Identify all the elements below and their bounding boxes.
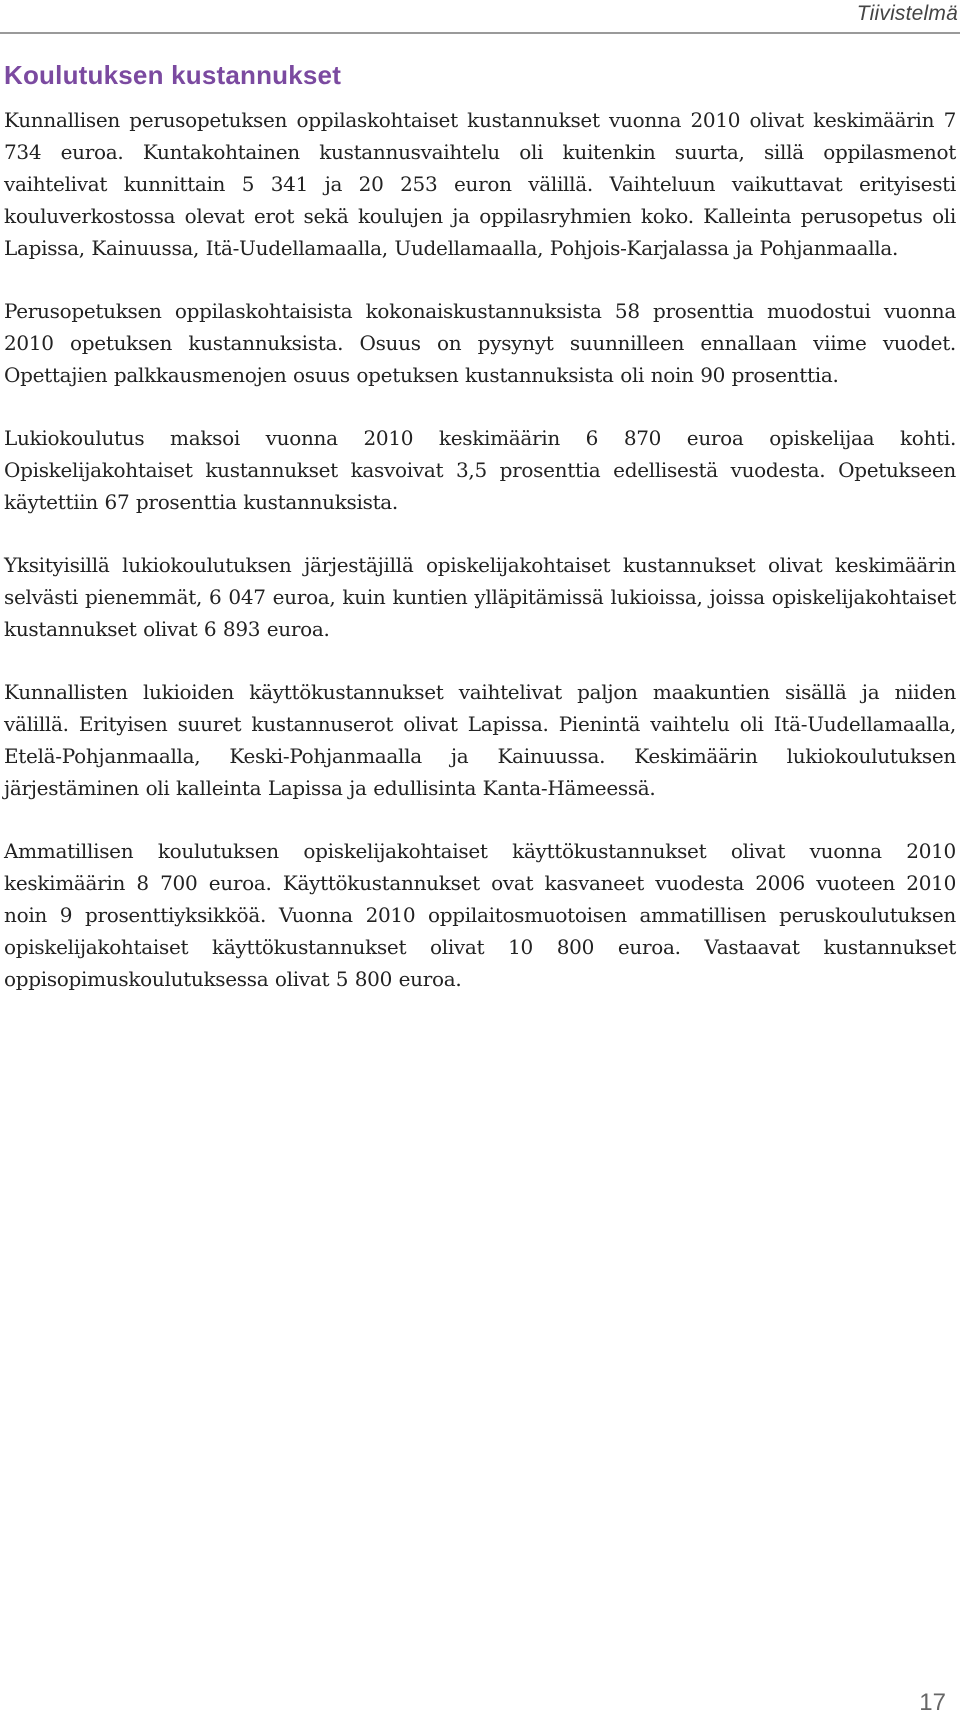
running-header: Tiivistelmä	[856, 2, 958, 25]
section-title: Koulutuksen kustannukset	[4, 60, 342, 90]
paragraph-perusopetus-kustannukset: Kunnallisen perusopetuksen oppilaskohtaiset kustannukset vuonna 2010 olivat keskimäärin 7 734 euroa. Kuntakohtainen kustannusvaihtelu oli kuitenkin suurta, sillä oppilasmenot vaihtelivat kunnittain 5 341 ja 20 253 euron välillä. Vaihteluun vaikuttavat erityisesti kouluverkostossa olevat erot sekä koulujen ja oppilasryhmien koko. Kalleinta perusopetus oli Lapissa, Kainuussa, Itä-Uudellamaalla, Uudellamaalla, Pohjois-Karjalassa ja Pohjanmaalla.	[4, 108, 956, 260]
paragraph-perusopetus-osuus: Perusopetuksen oppilaskohtaisista kokonaiskustannuksista 58 prosenttia muodostui vuonna 2010 opetuksen kustannuksista. Osuus on pysynyt suunnilleen ennallaan viime vuodet. Opettajien palkkausmenojen osuus opetuksen kustannuksista oli noin 90 prosenttia.	[4, 299, 956, 387]
paragraph-ammatillinen-koulutus: Ammatillisen koulutuksen opiskelijakohtaiset käyttökustannukset olivat vuonna 2010 keskimäärin 8 700 euroa. Käyttökustannukset ovat kasvaneet vuodesta 2006 vuoteen 2010 noin 9 prosenttiyksikköä. Vuonna 2010 oppilaitosmuotoisen ammatillisen peruskoulutuksen opiskelijakohtaiset käyttökustannukset olivat 10 800 euroa. Vastaavat kustannukset oppisopimuskoulutuksessa olivat 5 800 euroa.	[4, 839, 956, 991]
page-number: 17	[919, 1689, 946, 1716]
body-text	[4, 104, 956, 1026]
header-divider	[0, 32, 960, 34]
paragraph-kunnalliset-lukiot: Kunnallisten lukioiden käyttökustannukset vaihtelivat paljon maakuntien sisällä ja niiden välillä. Erityisen suuret kustannuserot olivat Lapissa. Pienintä vaihtelu oli Itä-Uudellamaalla, Etelä-Pohjanmaalla, Keski-Pohjanmaalla ja Kainuussa. Keskimäärin lukiokoulutuksen järjestäminen oli kalleinta Lapissa ja edullisinta Kanta-Hämeessä.	[4, 680, 956, 800]
paragraph-yksityiset-lukiot: Yksityisillä lukiokoulutuksen järjestäjillä opiskelijakohtaiset kustannukset olivat keskimäärin selvästi pienemmät, 6 047 euroa, kuin kuntien ylläpitämissä lukioissa, joissa opiskelijakohtaiset kustannukset olivat 6 893 euroa.	[4, 553, 956, 641]
paragraph-lukiokoulutus: Lukiokoulutus maksoi vuonna 2010 keskimäärin 6 870 euroa opiskelijaa kohti. Opiskelijakohtaiset kustannukset kasvoivat 3,5 prosenttia edellisestä vuodesta. Opetukseen käytettiin 67 prosenttia kustannuksista.	[4, 426, 956, 514]
